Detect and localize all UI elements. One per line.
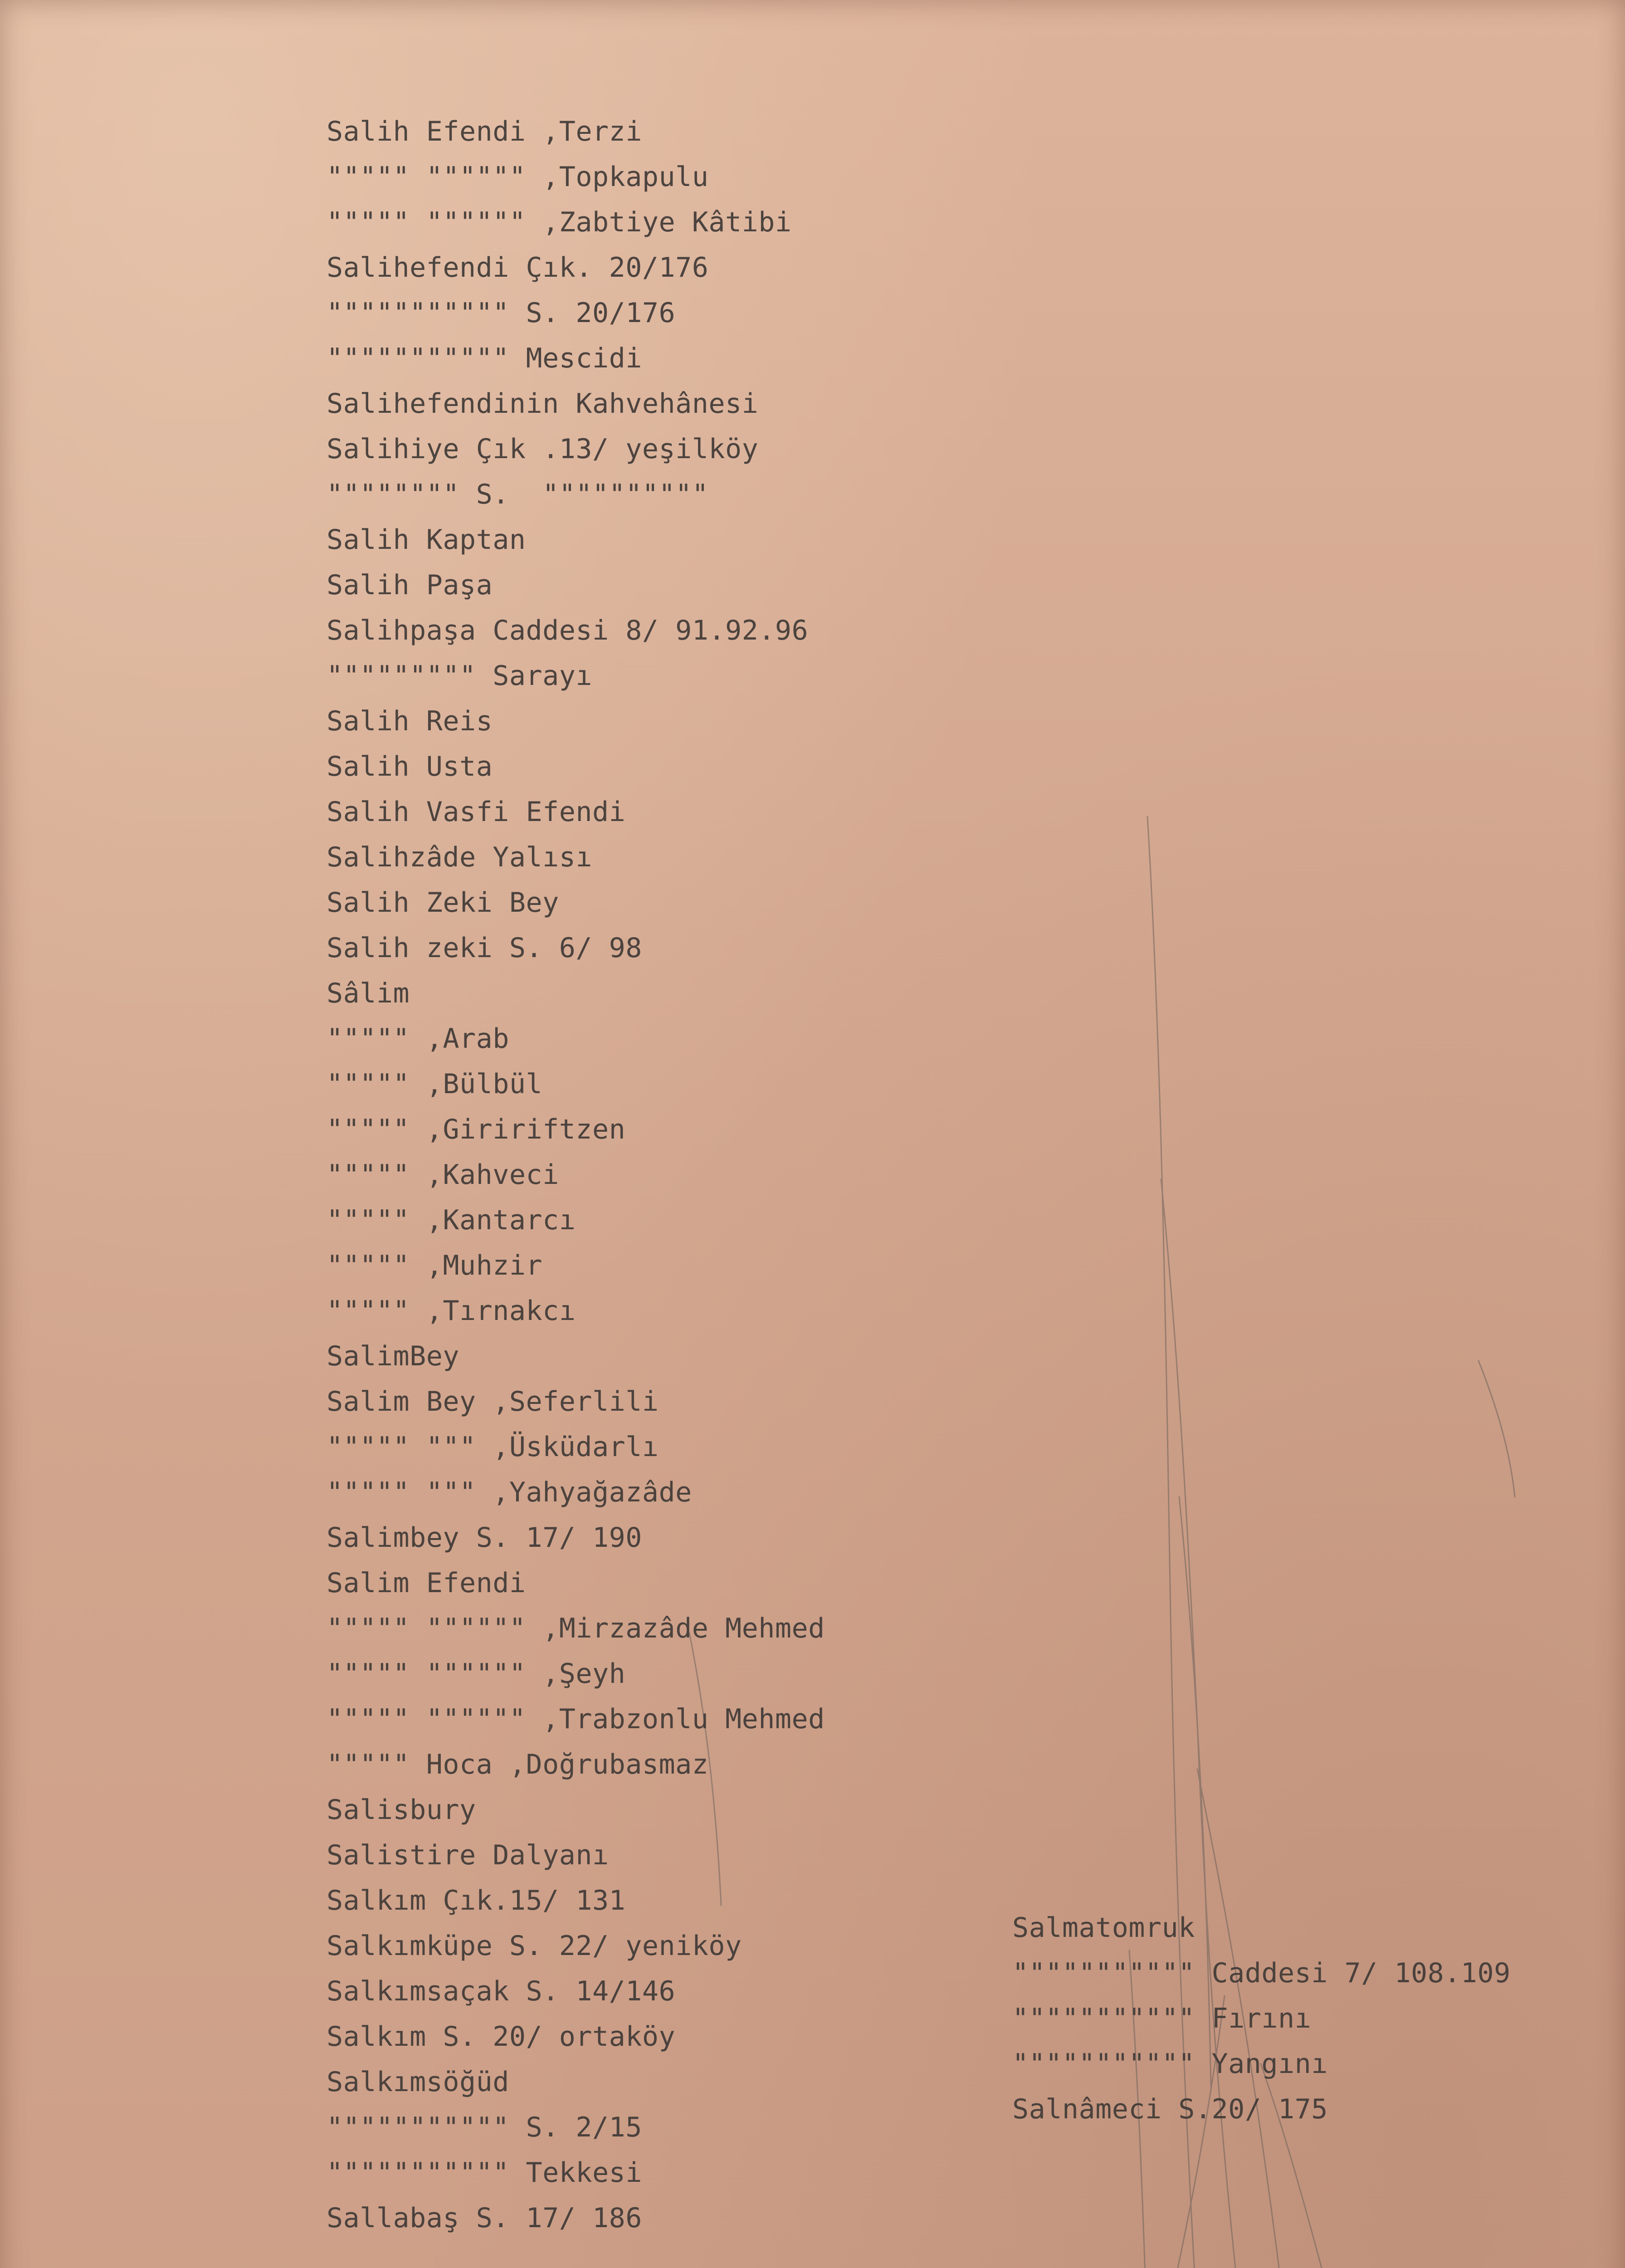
entry-line: Salim Bey ,Seferlili [327, 1386, 659, 1418]
entry-line: Salihefendi Çık. 20/176 [327, 252, 709, 284]
entry-line: Salih Usta [327, 751, 493, 782]
entry-line: Salistire Dalyanı [327, 1839, 609, 1871]
entry-line: """"" """ ,Yahyağazâde [327, 1476, 692, 1508]
entry-line: Salnâmeci S.20/ 175 [1012, 2093, 1328, 2125]
entry-line: """"""""""" Tekkesi [327, 2157, 642, 2189]
entry-line: """"" ,Tırnakcı [327, 1295, 576, 1327]
entry-line: """"" ,Arab [327, 1023, 509, 1055]
entry-line: Salkımküpe S. 22/ yeniköy [327, 1930, 742, 1962]
entry-line: Salim Efendi [327, 1567, 526, 1599]
entry-line: """"" """""" ,Topkapulu [327, 161, 709, 193]
pencil-stroke [1161, 1996, 1225, 2268]
entry-line: Salih Paşa [327, 569, 493, 601]
entry-line: """"" """""" ,Şeyh [327, 1658, 626, 1690]
entry-line: Salih Zeki Bey [327, 887, 559, 919]
entry-line: Salih Vasfi Efendi [327, 796, 626, 828]
entry-line: Salihpaşa Caddesi 8/ 91.92.96 [327, 615, 809, 646]
entry-line: """"" ,Kahveci [327, 1159, 559, 1191]
entry-line: """"""""""" Fırını [1012, 2003, 1312, 2034]
entry-line: Salih Kaptan [327, 524, 526, 556]
entry-line: """"" ,Kantarcı [327, 1204, 576, 1236]
entry-line: Salihiye Çık .13/ yeşilköy [327, 433, 759, 465]
entry-line: Salkım Çık.15/ 131 [327, 1885, 626, 1916]
entry-line: Salihefendinin Kahvehânesi [327, 388, 759, 420]
entry-line: """"" ,Bülbül [327, 1068, 543, 1100]
entry-line: """"" """""" ,Zabtiye Kâtibi [327, 206, 792, 238]
entry-line: """"" """""" ,Mirzazâde Mehmed [327, 1613, 825, 1644]
entry-line: """"""""""" S. 20/176 [327, 297, 676, 329]
entry-line: SalimBey [327, 1340, 459, 1372]
entry-line: Salkım S. 20/ ortaköy [327, 2021, 676, 2053]
entry-line: """"" ,Muhzir [327, 1250, 543, 1281]
entry-line: Salimbey S. 17/ 190 [327, 1522, 642, 1554]
entry-line: Salih Efendi ,Terzi [327, 116, 642, 147]
entry-line: Salisbury [327, 1794, 476, 1826]
pencil-stroke [1179, 1497, 1211, 2087]
entry-line: Sallabaş S. 17/ 186 [327, 2202, 642, 2234]
entry-line: """"""""""" Mescidi [327, 342, 642, 374]
entry-line: """"""""""" S. 2/15 [327, 2112, 642, 2143]
entry-line: Salih zeki S. 6/ 98 [327, 932, 642, 964]
entry-line: """"" """ ,Üsküdarlı [327, 1431, 659, 1463]
entry-line: Sâlim [327, 978, 410, 1009]
entry-line: """"""""""" Yangını [1012, 2048, 1328, 2080]
entry-line: Salkımsaçak S. 14/146 [327, 1975, 676, 2007]
pencil-stroke [1479, 1361, 1515, 1497]
entry-line: """"" Hoca ,Doğrubasmaz [327, 1749, 709, 1780]
entry-line: """"" """""" ,Trabzonlu Mehmed [327, 1703, 825, 1735]
entry-line: """"""""""" Caddesi 7/ 108.109 [1012, 1957, 1511, 1989]
entry-line: Salih Reis [327, 705, 493, 737]
entry-line: """""""" S. """""""""" [327, 479, 709, 510]
entry-line: """"""""" Sarayı [327, 660, 592, 692]
entry-line: Salihzâde Yalısı [327, 841, 592, 873]
entry-line: Salmatomruk [1012, 1912, 1195, 1944]
entry-line: """"" ,Giririftzen [327, 1114, 626, 1145]
entry-line: Salkımsöğüd [327, 2066, 509, 2098]
